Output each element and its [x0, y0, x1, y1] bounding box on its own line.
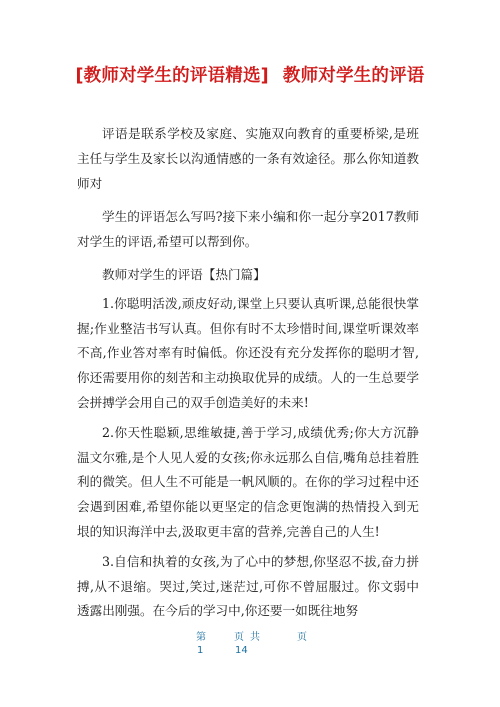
comment-item-2: 2.你天性聪颖,思维敏捷,善于学习,成绩优秀;你大方沉静温文尔雅,是个人见人爱的女孩;你永远那么自信,嘴角总挂着胜利的微笑。但人生不可能是一帆风顺的。在你的学习过程中还会遇到困难,希望你能以更坚定的信念更饱满的热情投入到无垠的知识海洋中去,汲取更丰富的营养,完善自己的人生!	[77, 424, 419, 539]
comment-item-3: 3.自信和执着的女孩,为了心中的梦想,你坚忍不拔,奋力拼搏,从不退缩。哭过,笑过,迷茫过,可你不曾屈服过。你文弱中透露出刚强。在今后的学习中,你还要一如既往地努	[77, 553, 419, 619]
title-part-2: 教师对学生的评语	[282, 66, 425, 86]
comment-item-1: 1.你聪明活泼,顽皮好动,课堂上只要认真听课,总能很快掌握;作业整洁书写认真。但你有时不太珍惜时间,课堂听课效率不高,作业答对率有时偏低。你还没有充分发挥你的聪明才智,你还需要用你的刻苦和主动换取优异的成绩。人的一生总要学会拼搏学会用自己的双手创造美好的未来!	[77, 295, 419, 410]
footer-gong: 共	[250, 632, 260, 643]
footer-ye-1: 页	[234, 632, 244, 643]
section-heading: 教师对学生的评语【热门篇】	[102, 266, 266, 282]
title-part-1: [教师对学生的评语精选]	[75, 66, 269, 86]
total-pages-number: 14	[235, 645, 248, 656]
document-body	[77, 122, 419, 629]
footer-di: 第	[196, 632, 206, 643]
document-title	[0, 62, 500, 87]
intro-paragraph-continued: 学生的评语怎么写吗?接下来小编和你一起分享2017教师对学生的评语,希望可以帮到你。	[77, 209, 419, 250]
current-page-number: 1	[197, 645, 204, 656]
footer-ye-2: 页	[297, 632, 307, 643]
intro-paragraph: 评语是联系学校及家庭、实施双向教育的重要桥梁,是班主任与学生及家长以沟通情感的一条有效途径。那么你知道教师对	[77, 126, 419, 191]
